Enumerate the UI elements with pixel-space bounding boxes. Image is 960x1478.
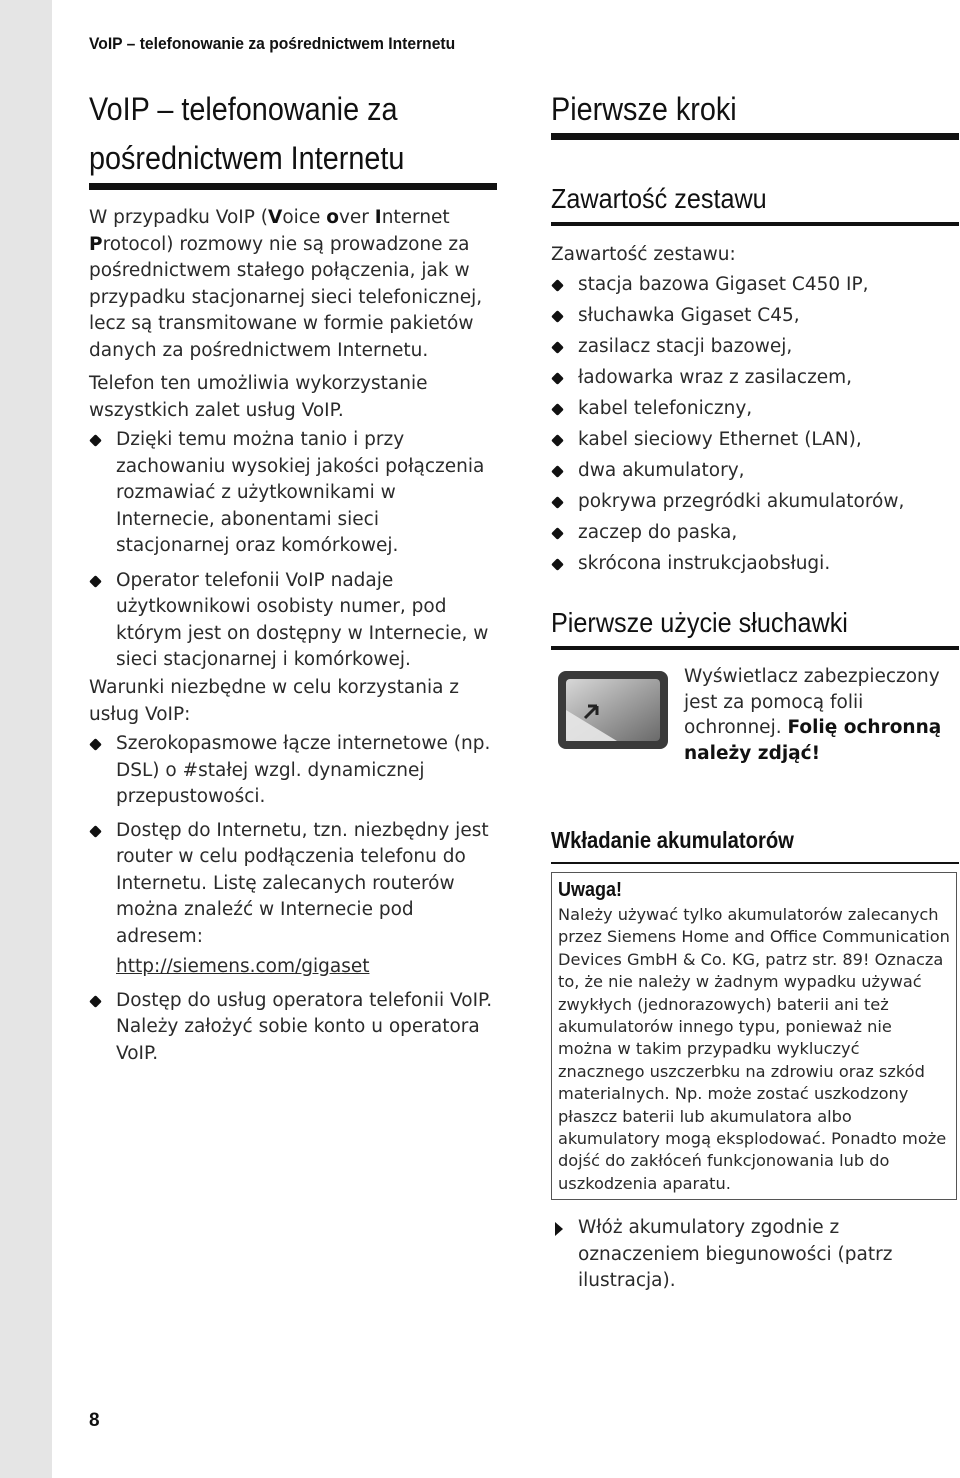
page-margin-strip — [0, 0, 52, 1478]
list-item: zaczep do paska, — [551, 520, 959, 547]
diamond-bullet-icon — [551, 527, 564, 540]
diamond-bullet-icon — [89, 575, 102, 588]
list-item: Operator telefonii VoIP nadaje użytkownikowi osobisty numer, pod którym jest on dostępny w Internecie, w sieci stacjonarnej i komórkowej. — [89, 568, 497, 674]
intro-paragraph: W przypadku VoIP (Voice over Internet Protocol) rozmowy nie są prowadzone za pośrednictwem stałego połączenia, jak w przypadku stacjonarnej sieci telefonicznej, lecz są transmitowane w formie pakietów danych za pośrednictwem Internetu. — [89, 207, 483, 361]
insert-battery-step: Włóż akumulatory zgodnie z oznaczeniem biegunowości (patrz ilustracja). — [551, 1215, 908, 1295]
requirements-list — [89, 731, 497, 1071]
list-item: Szerokopasmowe łącze internetowe (np. DSL) o #stałej wzgl. dynamicznej przepustowości. — [89, 731, 497, 811]
list-item: Dzięki temu można tanio i przy zachowaniu wysokiej jakości połączenia rozmawiać z użytkownikami w Internecie, abonentami sieci stacjonarnej oraz komórkowej. — [89, 427, 497, 560]
warning-title: Uwaga! — [558, 879, 623, 901]
list-item: pokrywa przegródki akumulatorów, — [551, 489, 959, 516]
list-item: skrócona instrukcjaobsługi. — [551, 551, 959, 578]
diamond-bullet-icon — [551, 465, 564, 478]
package-contents-list — [551, 272, 959, 582]
list-item: dwa akumulatory, — [551, 458, 959, 485]
list-item: kabel telefoniczny, — [551, 396, 959, 423]
requirements-paragraph: Warunki niezbędne w celu korzystania z usług VoIP: — [89, 677, 460, 725]
battery-heading: Wkładanie akumulatorów — [551, 827, 794, 853]
contents-rule — [551, 222, 959, 226]
step-arrow-icon — [555, 1222, 563, 1236]
contents-heading: Zawartość zestawu — [551, 183, 767, 214]
warning-box — [551, 872, 957, 1200]
diamond-bullet-icon — [89, 434, 102, 447]
list-item: stacja bazowa Gigaset C450 IP, — [551, 272, 959, 299]
first-use-heading: Pierwsze użycie słuchawki — [551, 607, 848, 638]
gigaset-link[interactable]: http://siemens.com/gigaset — [116, 956, 370, 977]
capabilities-paragraph: Telefon ten umożliwia wykorzystanie wszystkich zalet usług VoIP. — [89, 373, 428, 421]
title-rule — [89, 183, 497, 190]
diamond-bullet-icon — [551, 372, 564, 385]
section-title-line-1: VoIP – telefonowanie za — [89, 91, 398, 127]
diamond-bullet-icon — [89, 825, 102, 838]
list-item: słuchawka Gigaset C45, — [551, 303, 959, 330]
list-item: Dostęp do usług operatora telefonii VoIP. Należy założyć sobie konto u operatora VoIP. — [89, 988, 497, 1068]
diamond-bullet-icon — [89, 738, 102, 751]
list-item: zasilacz stacji bazowej, — [551, 334, 959, 361]
list-item: ładowarka wraz z zasilaczem, — [551, 365, 959, 392]
diamond-bullet-icon — [551, 341, 564, 354]
list-item: kabel sieciowy Ethernet (LAN), — [551, 427, 959, 454]
diamond-bullet-icon — [89, 995, 102, 1008]
contents-intro: Zawartość zestawu: — [551, 244, 736, 265]
chapter-rule — [551, 133, 959, 140]
diamond-bullet-icon — [551, 310, 564, 323]
battery-rule — [551, 862, 959, 864]
diamond-bullet-icon — [551, 496, 564, 509]
running-header: VoIP – telefonowanie za pośrednictwem Internetu — [89, 34, 456, 53]
diamond-bullet-icon — [551, 558, 564, 571]
chapter-title: Pierwsze kroki — [551, 91, 737, 127]
diamond-bullet-icon — [551, 279, 564, 292]
section-title-line-2: pośrednictwem Internetu — [89, 140, 405, 176]
page-number: 8 — [89, 1410, 100, 1431]
display-film-note: Wyświetlacz zabezpieczony jest za pomocą folii ochronnej. Folię ochronną należy zdjąć! — [684, 666, 942, 764]
warning-text: Należy używać tylko akumulatorów zalecanych przez Siemens Home and Office Communication Devices GmbH & Co. KG, patrz str. 89! Oznacza to, że nie należy w żadnym wypadku używać zwykłych (jednorazowych) baterii ani też akumulatorów innego typu, ponieważ nie można w takim przypadku wykluczyć znacznego uszczerbku na zdrowiu oraz szkód materialnych. Np. może zostać uszkodzony płaszcz baterii lub akumulatora albo akumulatory mogą eksplodować. Ponadto może dojść do zakłóceń funkcjonowania lub do uszkodzenia aparatu. — [558, 905, 950, 1193]
diamond-bullet-icon — [551, 403, 564, 416]
advantages-list — [89, 427, 497, 678]
protective-film-display-illustration — [557, 670, 669, 750]
list-item: Dostęp do Internetu, tzn. niezbędny jest router w celu podłączenia telefonu do Internetu. Listę zalecanych routerów można znaleźć w Internecie pod adresem: http://siemens.com/gigaset — [89, 818, 497, 981]
diamond-bullet-icon — [551, 434, 564, 447]
first-use-rule — [551, 646, 959, 650]
